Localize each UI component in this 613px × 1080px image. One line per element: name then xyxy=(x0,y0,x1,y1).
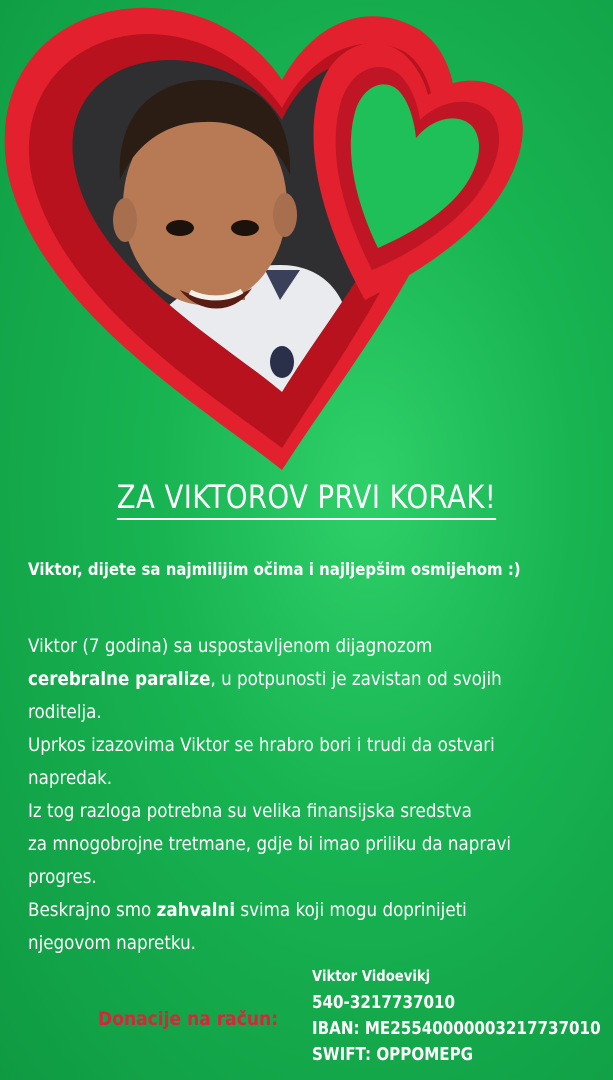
bold-diagnosis: cerebralne paralize xyxy=(28,668,211,690)
account-number: 540-3217737010 xyxy=(312,992,456,1013)
body-line: Viktor (7 godina) sa uspostavljenom dijagnozom xyxy=(28,635,433,657)
poster-body xyxy=(28,630,613,960)
body-line: cerebralne paralize, u potpunosti je zavistan od svojih xyxy=(28,668,502,690)
body-line: Iz tog razloga potrebna su velika finansijska sredstva xyxy=(28,800,472,822)
bold-thanks: zahvalni xyxy=(156,899,236,921)
poster-subtitle: Viktor, dijete sa najmilijim očima i najljepšim osmijehom :) xyxy=(28,560,521,580)
heart-frame-graphic xyxy=(0,0,613,480)
swift-code: SWIFT: OPPOMEPG xyxy=(312,1044,474,1065)
body-line: roditelja. xyxy=(28,701,102,723)
body-line: napredak. xyxy=(28,767,113,789)
bank-details xyxy=(312,962,613,1068)
donation-label: Donacije na račun: xyxy=(98,1008,279,1030)
body-line: progres. xyxy=(28,866,97,888)
body-line: Beskrajno smo zahvalni svima koji mogu doprinijeti xyxy=(28,899,467,921)
account-holder: Viktor Vidoevikj xyxy=(312,967,431,985)
body-line: Uprkos izazovima Viktor se hrabro bori i trudi da ostvari xyxy=(28,734,495,756)
body-line: njegovom napretku. xyxy=(28,932,196,954)
iban: IBAN: ME25540000003217737010 xyxy=(312,1018,601,1039)
body-line: za mnogobrojne tretmane, gdje bi imao priliku da napravi xyxy=(28,833,512,855)
poster-title: ZA VIKTOROV PRVI KORAK! xyxy=(43,478,570,516)
